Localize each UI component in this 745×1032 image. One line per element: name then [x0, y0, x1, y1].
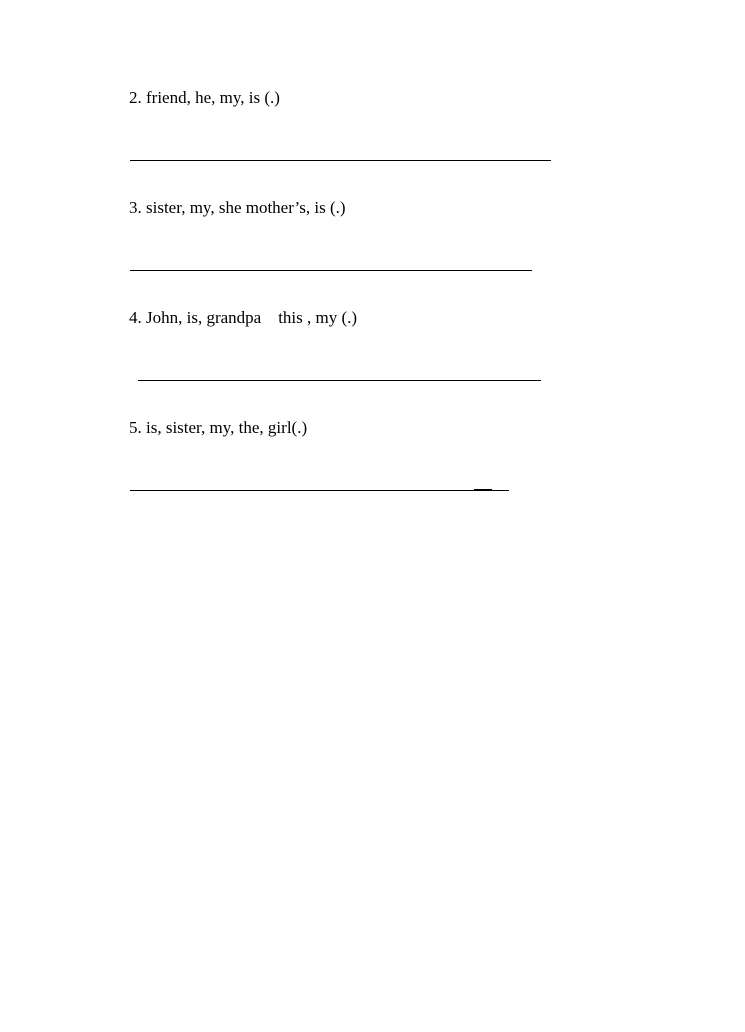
question-3-prompt: 3. sister, my, she mother’s, is (.) — [129, 198, 346, 217]
question-4-prompt: 4. John, is, grandpa this , my (.) — [129, 308, 358, 327]
question-5-prompt: 5. is, sister, my, the, girl(.) — [129, 418, 308, 437]
question-5-answer-line-mark — [474, 489, 492, 491]
question-4-answer-line — [138, 380, 541, 381]
question-3-answer-line — [130, 270, 532, 271]
question-2-prompt: 2. friend, he, my, is (.) — [129, 88, 280, 107]
question-2-answer-line — [130, 160, 551, 161]
question-5-answer-line — [130, 490, 509, 491]
